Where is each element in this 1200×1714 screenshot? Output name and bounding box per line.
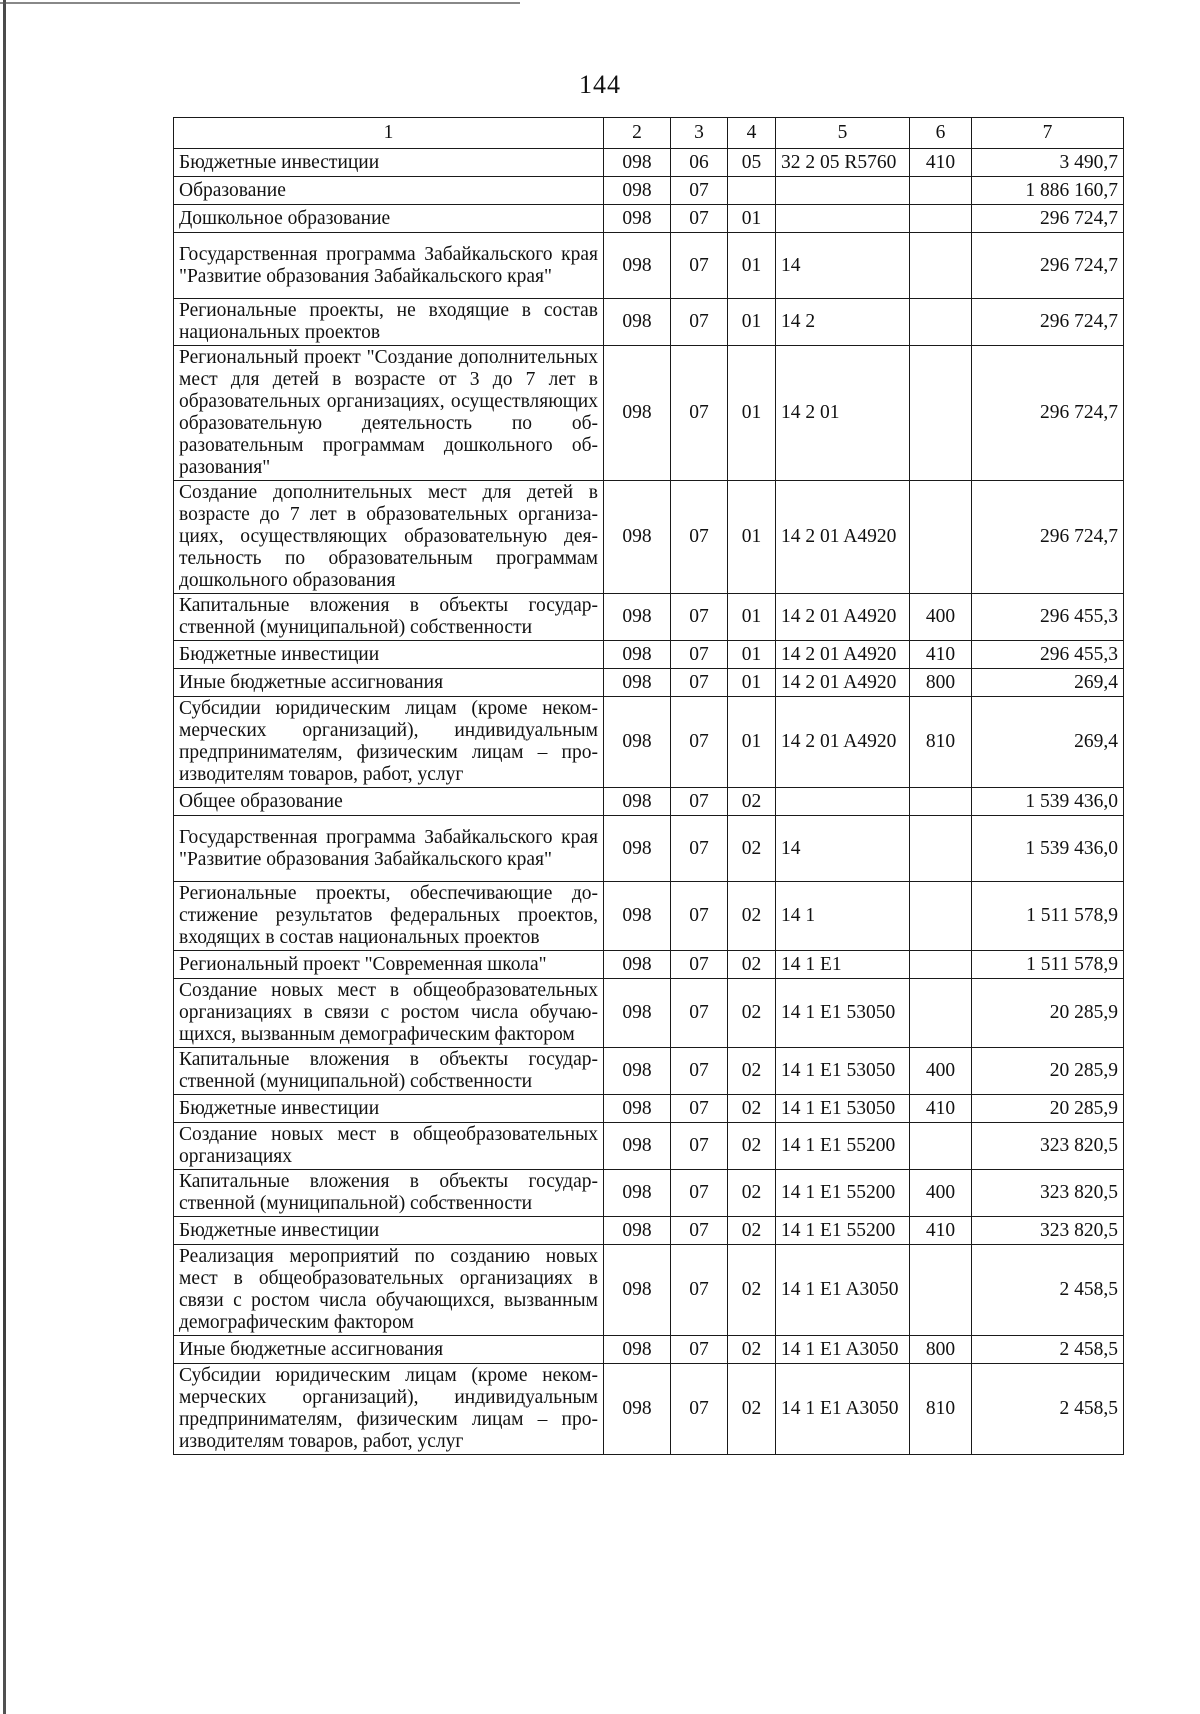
cell-section: 07 xyxy=(671,669,728,697)
cell-amount: 323 820,5 xyxy=(972,1123,1124,1170)
cell-section: 07 xyxy=(671,697,728,788)
cell-amount: 296 724,7 xyxy=(972,346,1124,481)
cell-target-article: 14 1 xyxy=(776,882,910,951)
header-col-6: 6 xyxy=(910,118,972,149)
cell-target-article: 14 xyxy=(776,816,910,882)
table-row xyxy=(174,1364,1124,1455)
cell-name: Региональный проект "Создание дополнительных мест для детей в возрасте от 3 до 7 лет в образовательных организациях, осуществляющих образовательную деятельность по образовательным программам дошкольного образования" xyxy=(174,346,604,481)
cell-expense-type: 800 xyxy=(910,669,972,697)
table-body xyxy=(174,149,1124,1455)
cell-subsection: 01 xyxy=(728,481,776,594)
cell-target-article: 14 1 E1 A3050 xyxy=(776,1245,910,1336)
cell-subsection: 01 xyxy=(728,233,776,299)
cell-name: Создание дополнительных мест для детей в возрасте до 7 лет в образовательных организациях, осуществляющих образовательную деятельность по образовательным программам дошкольного образования xyxy=(174,481,604,594)
cell-grbs: 098 xyxy=(604,1336,671,1364)
cell-amount: 2 458,5 xyxy=(972,1245,1124,1336)
cell-expense-type: 810 xyxy=(910,697,972,788)
cell-subsection: 02 xyxy=(728,1336,776,1364)
cell-grbs: 098 xyxy=(604,882,671,951)
cell-section: 07 xyxy=(671,594,728,641)
cell-name: Региональные проекты, не входящие в состав национальных проектов xyxy=(174,299,604,346)
cell-target-article: 14 xyxy=(776,233,910,299)
cell-amount: 296 455,3 xyxy=(972,641,1124,669)
cell-amount: 1 539 436,0 xyxy=(972,788,1124,816)
cell-subsection: 01 xyxy=(728,299,776,346)
cell-subsection: 02 xyxy=(728,1048,776,1095)
cell-section: 07 xyxy=(671,177,728,205)
header-col-4: 4 xyxy=(728,118,776,149)
table-row xyxy=(174,299,1124,346)
cell-name: Иные бюджетные ассигнования xyxy=(174,1336,604,1364)
cell-target-article: 14 2 xyxy=(776,299,910,346)
cell-grbs: 098 xyxy=(604,669,671,697)
cell-target-article: 14 1 E1 53050 xyxy=(776,1095,910,1123)
cell-target-article: 14 1 E1 A3050 xyxy=(776,1336,910,1364)
cell-target-article: 14 1 E1 A3050 xyxy=(776,1364,910,1455)
table-row xyxy=(174,979,1124,1048)
cell-section: 07 xyxy=(671,299,728,346)
cell-amount: 296 724,7 xyxy=(972,299,1124,346)
cell-grbs: 098 xyxy=(604,299,671,346)
table-row xyxy=(174,346,1124,481)
cell-section: 07 xyxy=(671,641,728,669)
cell-target-article: 14 2 01 A4920 xyxy=(776,641,910,669)
cell-section: 07 xyxy=(671,816,728,882)
table-row xyxy=(174,594,1124,641)
cell-target-article xyxy=(776,788,910,816)
cell-subsection: 02 xyxy=(728,1364,776,1455)
cell-name: Региональный проект "Современная школа" xyxy=(174,951,604,979)
cell-expense-type xyxy=(910,1245,972,1336)
cell-target-article: 14 1 E1 53050 xyxy=(776,979,910,1048)
header-col-2: 2 xyxy=(604,118,671,149)
cell-name: Государственная программа Забайкальского края "Развитие образования Забайкальского края" xyxy=(174,233,604,299)
cell-name: Бюджетные инвестиции xyxy=(174,641,604,669)
cell-grbs: 098 xyxy=(604,1245,671,1336)
cell-target-article: 14 2 01 A4920 xyxy=(776,669,910,697)
table-row xyxy=(174,669,1124,697)
cell-grbs: 098 xyxy=(604,205,671,233)
header-col-7: 7 xyxy=(972,118,1124,149)
cell-name: Общее образование xyxy=(174,788,604,816)
cell-expense-type xyxy=(910,346,972,481)
cell-grbs: 098 xyxy=(604,1123,671,1170)
cell-subsection: 02 xyxy=(728,1123,776,1170)
header-col-5: 5 xyxy=(776,118,910,149)
cell-grbs: 098 xyxy=(604,816,671,882)
table-row xyxy=(174,149,1124,177)
cell-target-article: 14 1 E1 xyxy=(776,951,910,979)
cell-amount: 296 724,7 xyxy=(972,205,1124,233)
table-row xyxy=(174,788,1124,816)
scan-left-edge xyxy=(3,0,6,1714)
page-number: 144 xyxy=(579,70,621,99)
cell-section: 07 xyxy=(671,979,728,1048)
cell-section: 07 xyxy=(671,346,728,481)
cell-expense-type xyxy=(910,233,972,299)
cell-name: Создание новых мест в общеобразовательных организациях xyxy=(174,1123,604,1170)
table-row xyxy=(174,233,1124,299)
cell-grbs: 098 xyxy=(604,233,671,299)
cell-amount: 1 511 578,9 xyxy=(972,882,1124,951)
cell-name: Создание новых мест в общеобразовательных организациях в связи с ростом числа обучающихся, вызванным демографическим фактором xyxy=(174,979,604,1048)
cell-subsection: 01 xyxy=(728,205,776,233)
header-col-3: 3 xyxy=(671,118,728,149)
cell-name: Субсидии юридическим лицам (кроме некоммерческих организаций), индивидуальным предпринимателям, физическим лицам – производителям товаров, работ, услуг xyxy=(174,1364,604,1455)
cell-grbs: 098 xyxy=(604,1217,671,1245)
cell-amount: 20 285,9 xyxy=(972,1048,1124,1095)
cell-name: Государственная программа Забайкальского края "Развитие образования Забайкальского края" xyxy=(174,816,604,882)
cell-grbs: 098 xyxy=(604,641,671,669)
cell-amount: 323 820,5 xyxy=(972,1170,1124,1217)
cell-grbs: 098 xyxy=(604,149,671,177)
table-row xyxy=(174,481,1124,594)
cell-amount: 296 724,7 xyxy=(972,233,1124,299)
cell-grbs: 098 xyxy=(604,788,671,816)
table-row xyxy=(174,1170,1124,1217)
cell-subsection: 02 xyxy=(728,788,776,816)
cell-expense-type: 810 xyxy=(910,1364,972,1455)
cell-amount: 296 455,3 xyxy=(972,594,1124,641)
table-row xyxy=(174,1245,1124,1336)
cell-subsection: 01 xyxy=(728,697,776,788)
cell-section: 07 xyxy=(671,1336,728,1364)
cell-section: 07 xyxy=(671,205,728,233)
cell-section: 07 xyxy=(671,882,728,951)
cell-grbs: 098 xyxy=(604,346,671,481)
cell-subsection: 01 xyxy=(728,346,776,481)
cell-amount: 296 724,7 xyxy=(972,481,1124,594)
cell-subsection: 02 xyxy=(728,1170,776,1217)
cell-target-article: 14 1 E1 53050 xyxy=(776,1048,910,1095)
cell-section: 07 xyxy=(671,1095,728,1123)
cell-subsection: 01 xyxy=(728,669,776,697)
cell-expense-type: 410 xyxy=(910,1095,972,1123)
cell-grbs: 098 xyxy=(604,979,671,1048)
cell-section: 07 xyxy=(671,233,728,299)
cell-expense-type xyxy=(910,177,972,205)
cell-expense-type: 410 xyxy=(910,1217,972,1245)
cell-name: Бюджетные инвестиции xyxy=(174,149,604,177)
scan-top-edge xyxy=(0,2,520,4)
cell-name: Капитальные вложения в объекты государственной (муниципальной) собственности xyxy=(174,1048,604,1095)
cell-target-article xyxy=(776,205,910,233)
table-row xyxy=(174,641,1124,669)
cell-subsection: 02 xyxy=(728,1095,776,1123)
cell-expense-type: 800 xyxy=(910,1336,972,1364)
table-row xyxy=(174,1217,1124,1245)
cell-name: Реализация мероприятий по созданию новых мест в общеобразовательных организациях в связи с ростом числа обучающихся, вызванным демографическим фактором xyxy=(174,1245,604,1336)
cell-subsection: 02 xyxy=(728,816,776,882)
cell-grbs: 098 xyxy=(604,481,671,594)
cell-expense-type xyxy=(910,882,972,951)
cell-subsection xyxy=(728,177,776,205)
cell-expense-type: 400 xyxy=(910,1048,972,1095)
cell-target-article: 14 2 01 xyxy=(776,346,910,481)
cell-target-article: 14 1 E1 55200 xyxy=(776,1217,910,1245)
cell-grbs: 098 xyxy=(604,1170,671,1217)
cell-expense-type xyxy=(910,481,972,594)
cell-grbs: 098 xyxy=(604,1095,671,1123)
cell-subsection: 02 xyxy=(728,1245,776,1336)
cell-section: 07 xyxy=(671,1217,728,1245)
cell-section: 07 xyxy=(671,1170,728,1217)
cell-grbs: 098 xyxy=(604,177,671,205)
table-row xyxy=(174,1048,1124,1095)
table-row xyxy=(174,205,1124,233)
cell-expense-type xyxy=(910,979,972,1048)
table-row xyxy=(174,1336,1124,1364)
cell-expense-type xyxy=(910,951,972,979)
table-row xyxy=(174,1095,1124,1123)
cell-section: 07 xyxy=(671,951,728,979)
cell-expense-type xyxy=(910,299,972,346)
cell-name: Капитальные вложения в объекты государственной (муниципальной) собственности xyxy=(174,1170,604,1217)
cell-target-article xyxy=(776,177,910,205)
cell-target-article: 14 2 01 A4920 xyxy=(776,481,910,594)
cell-expense-type xyxy=(910,1123,972,1170)
cell-target-article: 14 1 E1 55200 xyxy=(776,1123,910,1170)
cell-grbs: 098 xyxy=(604,594,671,641)
cell-name: Иные бюджетные ассигнования xyxy=(174,669,604,697)
cell-target-article: 14 2 01 A4920 xyxy=(776,594,910,641)
cell-name: Бюджетные инвестиции xyxy=(174,1095,604,1123)
cell-amount: 269,4 xyxy=(972,669,1124,697)
cell-grbs: 098 xyxy=(604,1048,671,1095)
cell-amount: 20 285,9 xyxy=(972,1095,1124,1123)
cell-amount: 1 886 160,7 xyxy=(972,177,1124,205)
cell-section: 07 xyxy=(671,1048,728,1095)
cell-subsection: 02 xyxy=(728,979,776,1048)
cell-subsection: 02 xyxy=(728,951,776,979)
cell-amount: 3 490,7 xyxy=(972,149,1124,177)
cell-subsection: 01 xyxy=(728,641,776,669)
cell-subsection: 01 xyxy=(728,594,776,641)
budget-table xyxy=(173,117,1124,1455)
cell-expense-type xyxy=(910,816,972,882)
cell-grbs: 098 xyxy=(604,951,671,979)
cell-amount: 323 820,5 xyxy=(972,1217,1124,1245)
cell-name: Бюджетные инвестиции xyxy=(174,1217,604,1245)
cell-target-article: 32 2 05 R5760 xyxy=(776,149,910,177)
cell-target-article: 14 1 E1 55200 xyxy=(776,1170,910,1217)
cell-section: 07 xyxy=(671,1364,728,1455)
cell-name: Субсидии юридическим лицам (кроме некоммерческих организаций), индивидуальным предпринимателям, физическим лицам – производителям товаров, работ, услуг xyxy=(174,697,604,788)
cell-subsection: 02 xyxy=(728,882,776,951)
cell-expense-type: 400 xyxy=(910,1170,972,1217)
cell-section: 07 xyxy=(671,788,728,816)
cell-section: 07 xyxy=(671,481,728,594)
cell-target-article: 14 2 01 A4920 xyxy=(776,697,910,788)
cell-name: Региональные проекты, обеспечивающие достижение результатов федеральных проектов, входящих в состав национальных проектов xyxy=(174,882,604,951)
cell-expense-type: 400 xyxy=(910,594,972,641)
cell-amount: 1 539 436,0 xyxy=(972,816,1124,882)
cell-grbs: 098 xyxy=(604,1364,671,1455)
cell-amount: 1 511 578,9 xyxy=(972,951,1124,979)
cell-amount: 2 458,5 xyxy=(972,1336,1124,1364)
table-header-row xyxy=(174,118,1124,149)
cell-section: 07 xyxy=(671,1245,728,1336)
header-col-1: 1 xyxy=(174,118,604,149)
cell-expense-type xyxy=(910,788,972,816)
cell-grbs: 098 xyxy=(604,697,671,788)
cell-section: 07 xyxy=(671,1123,728,1170)
cell-section: 06 xyxy=(671,149,728,177)
cell-name: Капитальные вложения в объекты государственной (муниципальной) собственности xyxy=(174,594,604,641)
cell-name: Образование xyxy=(174,177,604,205)
cell-expense-type: 410 xyxy=(910,641,972,669)
table-row xyxy=(174,177,1124,205)
table-row xyxy=(174,1123,1124,1170)
cell-name: Дошкольное образование xyxy=(174,205,604,233)
table-row xyxy=(174,697,1124,788)
table-row xyxy=(174,882,1124,951)
cell-subsection: 02 xyxy=(728,1217,776,1245)
cell-subsection: 05 xyxy=(728,149,776,177)
table-row xyxy=(174,951,1124,979)
cell-amount: 2 458,5 xyxy=(972,1364,1124,1455)
cell-amount: 20 285,9 xyxy=(972,979,1124,1048)
table-row xyxy=(174,816,1124,882)
cell-expense-type: 410 xyxy=(910,149,972,177)
cell-expense-type xyxy=(910,205,972,233)
cell-amount: 269,4 xyxy=(972,697,1124,788)
